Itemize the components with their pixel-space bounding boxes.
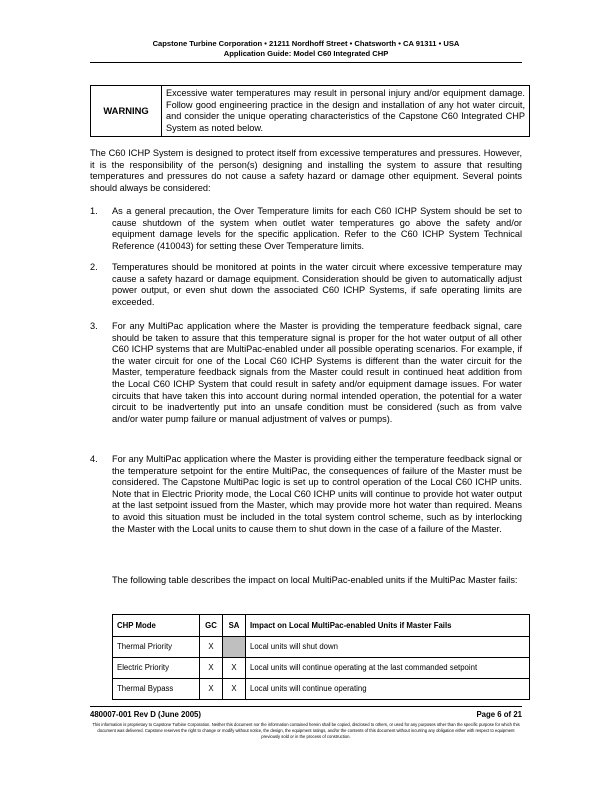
table-row: [113, 658, 530, 679]
item-number: 3.: [90, 321, 98, 331]
item-text: As a general precaution, the Over Temperature limits for each C60 ICHP System should be set to cause shutdown of the system when outlet water temperatures go above the safety and/or equipment damage levels for the specific application. Refer to the C60 ICHP System Technical Reference (410043) for setting these Over Temperature limits.: [112, 206, 522, 251]
item-text: Temperatures should be monitored at points in the water circuit where excessive temperature may cause a safety hazard or damage equipment. Consideration should be given to automatically adjust power output, or even shut down the associated C60 ICHP Systems, if safe operating limits are exceeded.: [112, 262, 522, 307]
col-header-sa: SA: [223, 615, 246, 637]
col-header-gc: GC: [200, 615, 223, 637]
cell-gc: X: [200, 658, 223, 679]
col-header-chp-mode: CHP Mode: [113, 615, 200, 637]
warning-box: [90, 85, 530, 137]
cell-gc: X: [200, 679, 223, 700]
cell-chp-mode: Thermal Priority: [113, 637, 200, 658]
col-header-impact: Impact on Local MultiPac-enabled Units if Master Fails: [246, 615, 530, 637]
cell-chp-mode: Thermal Bypass: [113, 679, 200, 700]
cell-sa: [223, 637, 246, 658]
item-number: 1.: [90, 206, 98, 216]
cell-gc: X: [200, 637, 223, 658]
cell-impact: Local units will continue operating at the last commanded setpoint: [246, 658, 530, 679]
item-number: 2.: [90, 262, 98, 272]
item-number: 4.: [90, 454, 98, 464]
header-guide-title: Application Guide: Model C60 Integrated CHP: [223, 49, 389, 58]
footer-divider: [90, 706, 522, 707]
table-intro: The following table describes the impact on local MultiPac-enabled units if the MultiPac Master fails:: [112, 575, 518, 585]
footer-doc-number: 480007-001 Rev D (June 2005): [90, 710, 201, 719]
header-company-line: Capstone Turbine Corporation • 21211 Nordhoff Street • Chatsworth • CA 91311 • USA: [152, 39, 460, 48]
cell-sa: X: [223, 679, 246, 700]
table-header-row: [113, 615, 530, 637]
item-text: For any MultiPac application where the Master is providing either the temperature feedback signal or the temperature setpoint for the entire MultiPac, the consequences of failure of the Master must be considered. The Capstone MultiPac logic is set up to control operation of the Local C60 ICHP units. Note that in Electric Priority mode, the Local C60 ICHP units will continue to provide hot water output at the last setpoint issued from the Master, which may provide more hot water than required. Means to avoid this situation must be included in the total system control scheme, such as by interlocking the Master with the Local units to cause them to shut down in the case of a failure of the Master.: [112, 454, 522, 534]
table-row: [113, 679, 530, 700]
header-divider: [90, 62, 522, 63]
item-text: For any MultiPac application where the Master is providing the temperature feedback signal, care should be taken to assure that this temperature signal is proper for the hot water output of all other C60 ICHP systems that are MultiPac-enabled under all possible operating scenarios. For example, if the water circuit for one of the Local C60 ICHP Systems is different than the water circuit for the Master, temperature feedback signals from the Master could result in continued heat addition from the Local C60 ICHP System that could result in safety and/or equipment damage issues. For water circuits that have taken this into account during normal intended operation, the potential for a water circuit to be inadvertently put into an unsafe condition must be considered (such as from valve and/or water pump failure or manual adjustment of valves or pumps).: [112, 321, 522, 424]
intro-paragraph: The C60 ICHP System is designed to protect itself from excessive temperatures and pressures. However, it is the responsibility of the person(s) designing and installing the system to assure that resulting temperatures and pressures do not cause a safety hazard or damage other equipment. Several points should always be considered:: [90, 148, 522, 193]
impact-table: [112, 614, 530, 700]
footer-proprietary-notice: This information is proprietary to Capstone Turbine Corporation. Neither this document nor the information contained herein shall be copied, disclosed to others, or used for any purposes other than the specific purpose for which this document was delivered. Capstone reserves the right to change or modify without notice, the design, the equipment ratings, and/or the contents of this document without incurring any obligation either with respect to equipment previously sold or in the process of construction.: [92, 722, 520, 739]
cell-chp-mode: Electric Priority: [113, 658, 200, 679]
footer-page-number: Page 6 of 21: [476, 710, 522, 719]
warning-label: WARNING: [91, 86, 162, 137]
warning-text: Excessive water temperatures may result in personal injury and/or equipment damage. Follow good engineering practice in the design and installation of any hot water circuit, and consider the unique operating characteristics of the Capstone C60 Integrated CHP System as noted below.: [162, 86, 530, 137]
cell-sa: X: [223, 658, 246, 679]
cell-impact: Local units will shut down: [246, 637, 530, 658]
table-row: [113, 637, 530, 658]
cell-impact: Local units will continue operating: [246, 679, 530, 700]
